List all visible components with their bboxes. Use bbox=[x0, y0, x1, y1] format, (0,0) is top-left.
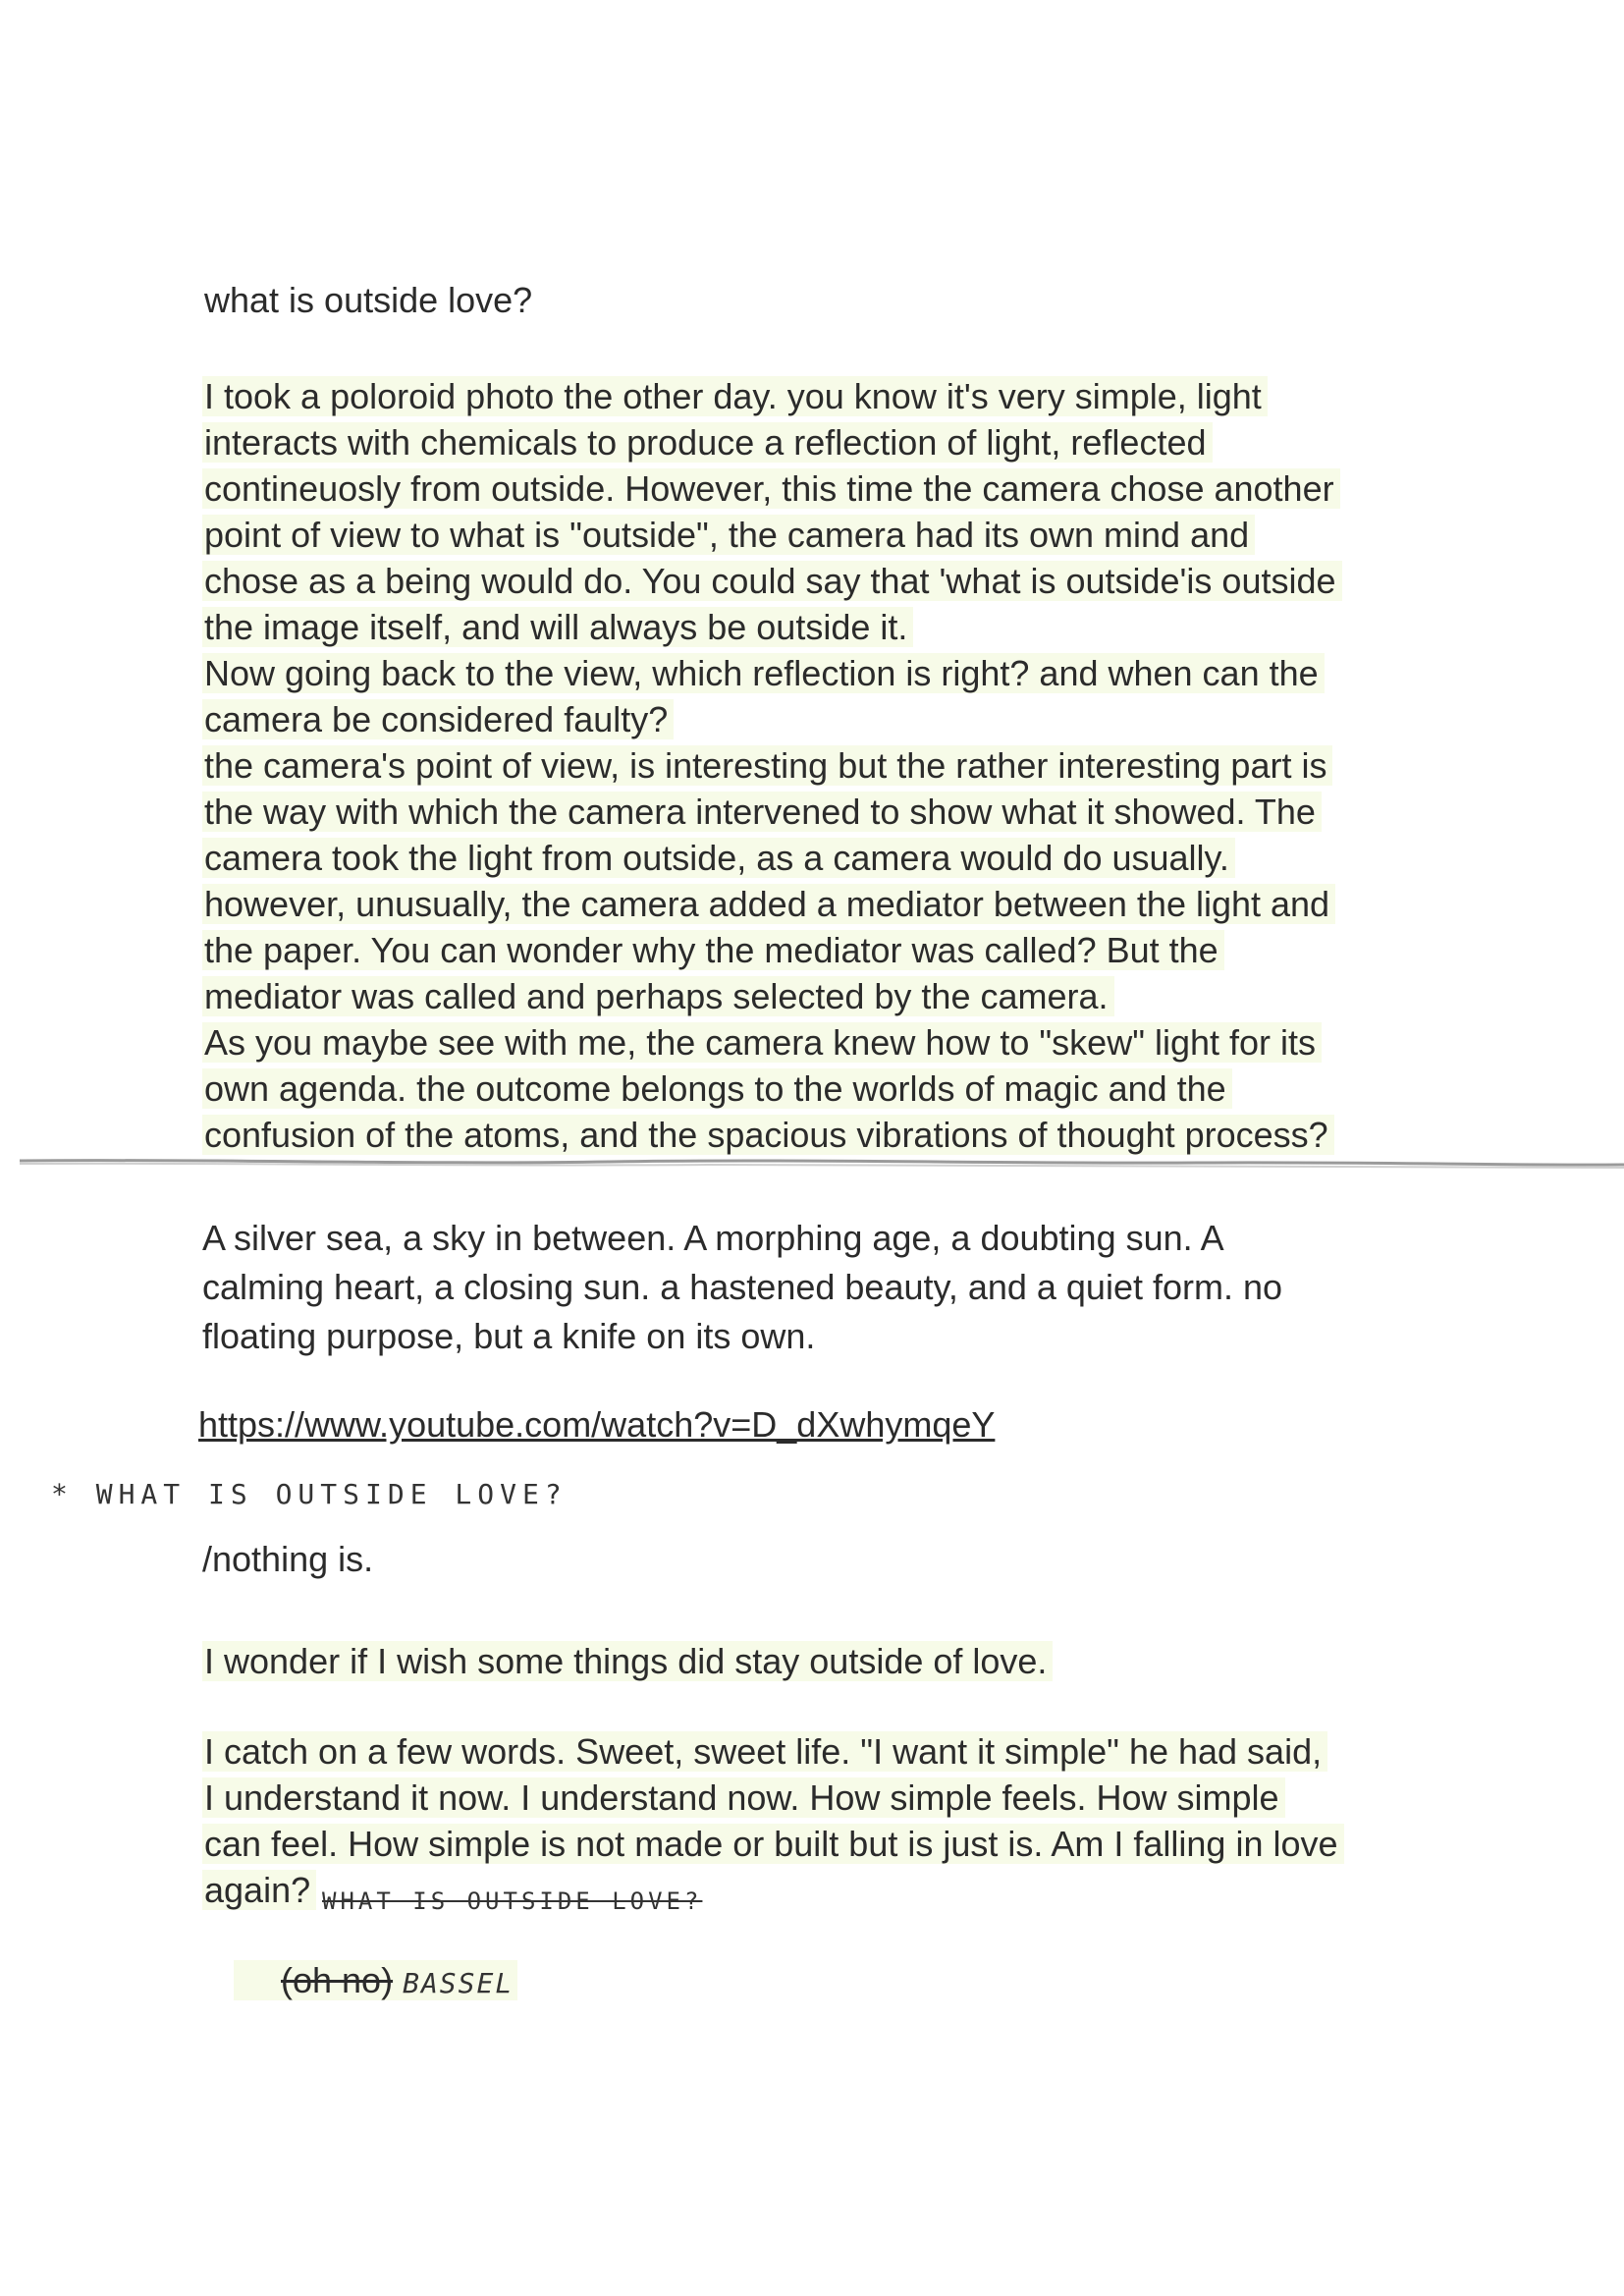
text-line: the image itself, and will always be outside it. bbox=[202, 604, 1439, 650]
text-line: camera took the light from outside, as a camera would do usually. bbox=[202, 835, 1439, 881]
text-line: floating purpose, but a knife on its own. bbox=[202, 1316, 816, 1356]
text-line: however, unusually, the camera added a mediator between the light and bbox=[202, 881, 1439, 927]
paragraph-camera bbox=[202, 373, 1439, 1158]
text-line: own agenda. the outcome belongs to the worlds of magic and the bbox=[202, 1066, 1439, 1112]
text-line: camera be considered faulty? bbox=[202, 696, 1439, 742]
closing-note bbox=[234, 1958, 517, 2006]
paragraph-wonder: I wonder if I wish some things did stay outside of love. bbox=[202, 1638, 1439, 1684]
text-line: the camera's point of view, is interesting but the rather interesting part is bbox=[202, 742, 1439, 789]
text-line: can feel. How simple is not made or built but is just is. Am I falling in love bbox=[202, 1821, 1439, 1867]
handwritten-question: * WHAT IS OUTSIDE LOVE? bbox=[51, 1478, 568, 1510]
text-line: again? bbox=[202, 1867, 1439, 1913]
text-line: mediator was called and perhaps selected by the camera. bbox=[202, 973, 1439, 1019]
crossed-typed-text: (oh no) bbox=[281, 1960, 394, 2000]
text-line: I catch on a few words. Sweet, sweet life. "I want it simple" he had said, bbox=[202, 1728, 1439, 1775]
paragraph-simple bbox=[202, 1728, 1439, 1913]
answer-text: /nothing is. bbox=[202, 1539, 374, 1579]
paragraph-poem bbox=[202, 1214, 1439, 1361]
crossed-handwritten-question: WHAT IS OUTSIDE LOVE? bbox=[322, 1887, 703, 1915]
document-title: what is outside love? bbox=[204, 280, 533, 320]
text-line: Now going back to the view, which reflection is right? and when can the bbox=[202, 650, 1439, 696]
text-line: I took a poloroid photo the other day. you know it's very simple, light bbox=[202, 373, 1439, 419]
text-line: I understand it now. I understand now. How simple feels. How simple bbox=[202, 1775, 1439, 1821]
text-line: contineuosly from outside. However, this time the camera chose another bbox=[202, 465, 1439, 512]
youtube-link[interactable]: https://www.youtube.com/watch?v=D_dXwhymqeY bbox=[198, 1404, 996, 1445]
text-line: chose as a being would do. You could say that 'what is outside'is outside bbox=[202, 558, 1439, 604]
text-line: the paper. You can wonder why the mediator was called? But the bbox=[202, 927, 1439, 973]
text-line: confusion of the atoms, and the spacious vibrations of thought process? bbox=[202, 1112, 1439, 1158]
text-line: interacts with chemicals to produce a reflection of light, reflected bbox=[202, 419, 1439, 465]
paper-tear-line bbox=[20, 1155, 1624, 1169]
text-line: calming heart, a closing sun. a hastened beauty, and a quiet form. no bbox=[202, 1267, 1283, 1307]
text-line: As you maybe see with me, the camera knew how to "skew" light for its bbox=[202, 1019, 1439, 1066]
text-line: A silver sea, a sky in between. A morphing age, a doubting sun. A bbox=[202, 1218, 1224, 1258]
text-line: point of view to what is "outside", the camera had its own mind and bbox=[202, 512, 1439, 558]
signature: BASSEL bbox=[403, 1967, 514, 1999]
text-line: the way with which the camera intervened to show what it showed. The bbox=[202, 789, 1439, 835]
